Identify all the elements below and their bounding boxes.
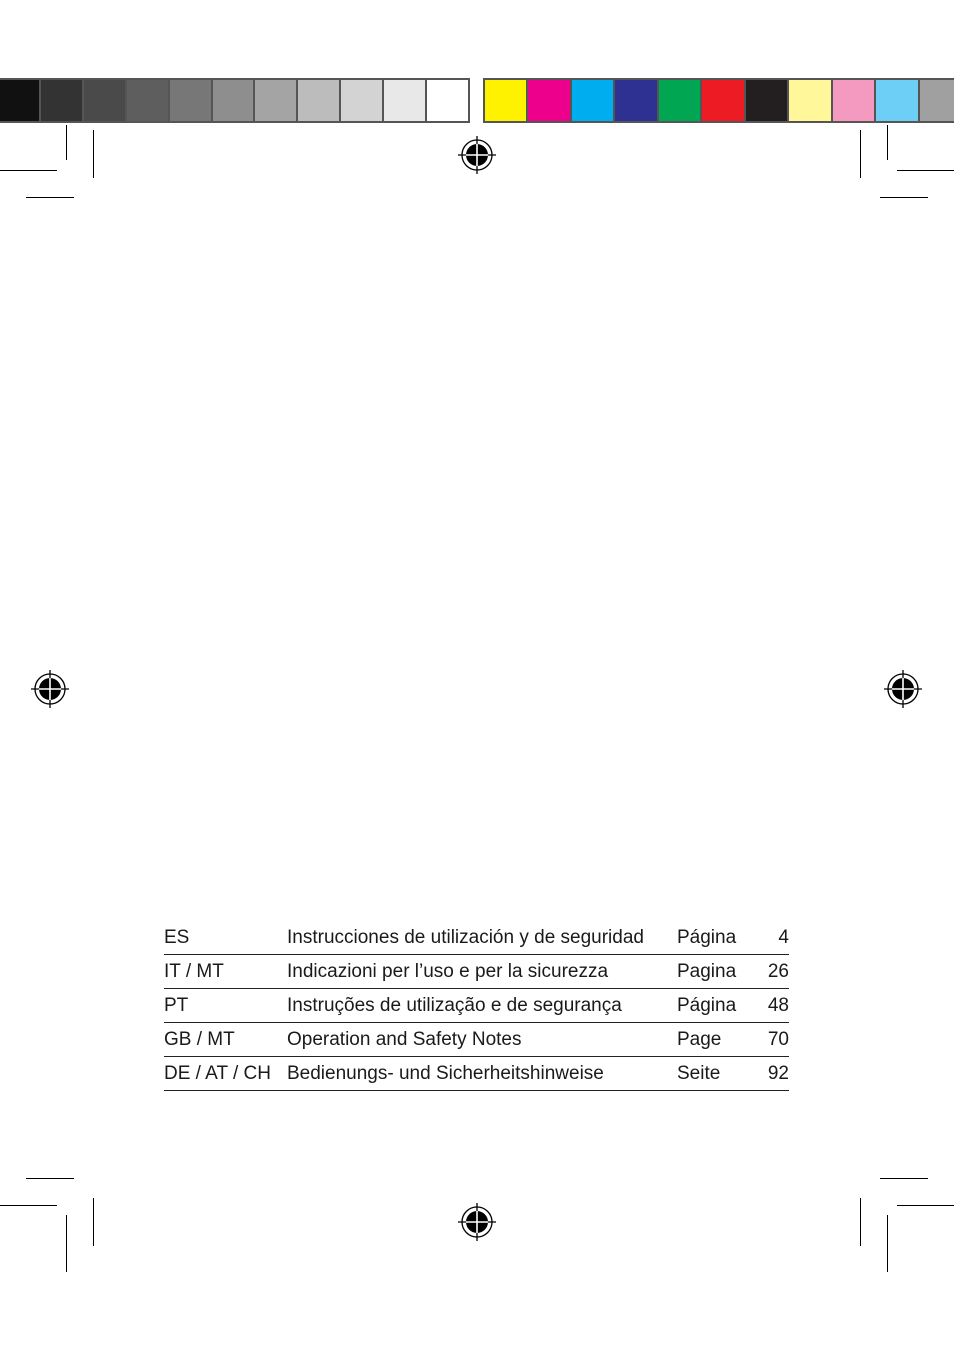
registration-mark-icon [458,136,496,174]
crop-mark [93,1198,94,1246]
table-row [164,921,789,955]
language-code: DE / AT / CH [164,1062,271,1084]
gray-swatch [427,80,468,121]
section-title: Operation and Safety Notes [287,1028,522,1050]
gray-swatch [298,80,341,121]
color-swatch [833,80,876,121]
crop-mark [887,125,888,160]
page-number: 70 [767,1028,789,1050]
crop-mark [66,1215,67,1272]
page-number: 48 [767,994,789,1016]
crop-mark [66,125,67,160]
page-number: 92 [767,1062,789,1084]
page-label: Pagina [677,960,737,982]
section-title: Instrucciones de utilización y de seguridad [287,926,644,948]
gray-swatch [384,80,427,121]
table-row [164,1023,789,1057]
language-code: ES [164,926,190,948]
color-swatch [876,80,919,121]
gray-swatch [0,80,41,121]
gray-swatch [213,80,256,121]
color-swatch [659,80,702,121]
process-color-bar [483,78,954,123]
page-label: Página [677,926,737,948]
table-row [164,989,789,1023]
gray-swatch [255,80,298,121]
color-swatch [572,80,615,121]
gray-swatch [170,80,213,121]
crop-mark [897,170,954,171]
crop-mark [93,130,94,178]
registration-mark-icon [884,670,922,708]
page-label: Seite [677,1062,721,1084]
color-swatch [746,80,789,121]
language-code: GB / MT [164,1028,235,1050]
page-number: 4 [778,926,789,948]
section-title: Indicazioni per l’uso e per la sicurezza [287,960,609,982]
grayscale-color-bar [0,78,470,123]
color-swatch [789,80,832,121]
color-swatch [920,80,954,121]
crop-mark [0,170,57,171]
gray-swatch [41,80,84,121]
section-title: Instruções de utilização e de segurança [287,994,622,1016]
section-title: Bedienungs- und Sicherheitshinweise [287,1062,604,1084]
registration-mark-icon [31,670,69,708]
crop-mark [880,197,928,198]
crop-mark [0,1205,57,1206]
crop-mark [887,1215,888,1272]
crop-mark [880,1178,928,1179]
crop-mark [26,1178,74,1179]
page-label: Página [677,994,737,1016]
gray-swatch [84,80,127,121]
page-label: Page [677,1028,722,1050]
registration-mark-icon [458,1203,496,1241]
crop-mark [897,1205,954,1206]
crop-mark [26,197,74,198]
language-index-table [164,921,789,1091]
table-row [164,955,789,989]
color-swatch [702,80,745,121]
crop-mark [860,1198,861,1246]
color-swatch [615,80,658,121]
color-swatch [528,80,571,121]
page-number: 26 [767,960,789,982]
color-swatch [485,80,528,121]
gray-swatch [127,80,170,121]
language-code: IT / MT [164,960,224,982]
table-row [164,1057,789,1091]
gray-swatch [341,80,384,121]
language-code: PT [164,994,189,1016]
crop-mark [860,130,861,178]
